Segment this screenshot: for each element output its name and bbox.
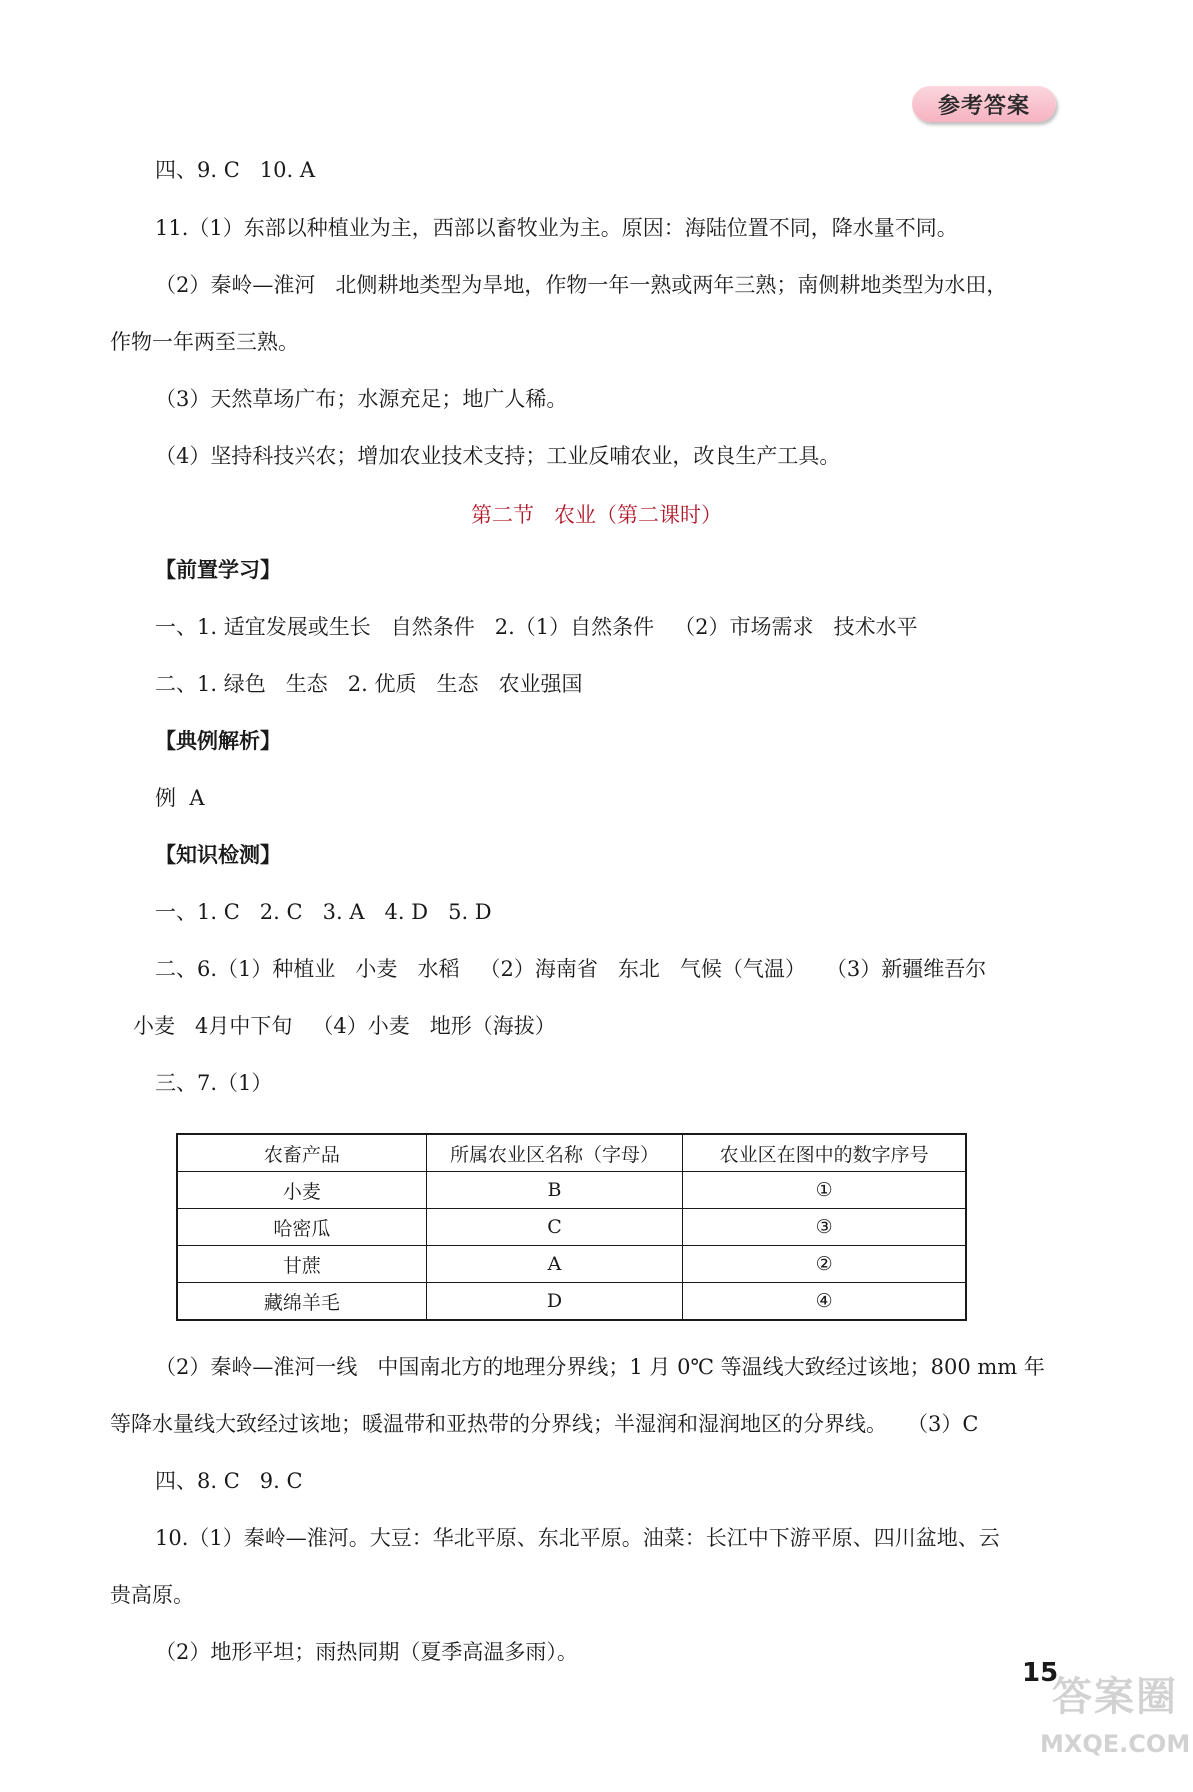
- watermark-logo-text: 答案圈: [1052, 1674, 1178, 1720]
- answer-line: 三、7.（1）: [155, 1071, 273, 1095]
- table-cell: ①: [683, 1172, 966, 1209]
- table-cell: D: [426, 1283, 682, 1321]
- answer-line: 等降水量线大致经过该地；暖温带和亚热带的分界线；半湿润和湿润地区的分界线。 （3）C: [110, 1412, 979, 1436]
- site-watermark: [1040, 1665, 1190, 1785]
- answer-line: 例 A: [155, 786, 205, 810]
- answer-line: 二、6.（1）种植业 小麦 水稻 （2）海南省 东北 气候（气温） （3）新疆维吾尔: [155, 957, 987, 981]
- answer-line: 11.（1）东部以种植业为主，西部以畜牧业为主。原因：海陆位置不同，降水量不同。: [155, 216, 958, 240]
- pre-study-heading: 【前置学习】: [155, 557, 281, 582]
- answer-line: 一、1. 适宜发展或生长 自然条件 2.（1）自然条件 （2）市场需求 技术水平: [155, 615, 918, 639]
- answer-line: （3）天然草场广布；水源充足；地广人稀。: [155, 387, 568, 411]
- example-heading: 【典例解析】: [155, 728, 281, 753]
- table-header-row: [177, 1134, 966, 1172]
- answer-line: （4）坚持科技兴农；增加农业技术支持；工业反哺农业，改良生产工具。: [155, 444, 841, 468]
- answer-line: （2）秦岭—淮河一线 中国南北方的地理分界线；1 月 0℃ 等温线大致经过该地；800 mm 年: [155, 1355, 1045, 1379]
- table-row: [177, 1209, 966, 1246]
- answer-line: 小麦 4月中下旬 （4）小麦 地形（海拔）: [133, 1014, 556, 1038]
- knowledge-heading: 【知识检测】: [155, 842, 281, 867]
- answer-line: （2）秦岭—淮河 北侧耕地类型为旱地，作物一年一熟或两年三熟；南侧耕地类型为水田，: [155, 273, 1008, 297]
- answer-line: 贵高原。: [110, 1583, 194, 1607]
- table-header-cell: 农畜产品: [177, 1134, 426, 1172]
- answer-table: [176, 1133, 967, 1321]
- table-cell: C: [426, 1209, 682, 1246]
- table-row: [177, 1172, 966, 1209]
- section-title: 第二节 农业（第二课时）: [470, 503, 723, 527]
- answer-line: 10.（1）秦岭—淮河。大豆：华北平原、东北平原。油菜：长江中下游平原、四川盆地、云: [155, 1526, 1000, 1550]
- table-cell: 小麦: [177, 1172, 426, 1209]
- table-row: [177, 1283, 966, 1321]
- table-cell: 藏绵羊毛: [177, 1283, 426, 1321]
- answer-line: 四、9. C 10. A: [155, 158, 316, 182]
- table-cell: 哈密瓜: [177, 1209, 426, 1246]
- table-cell: A: [426, 1246, 682, 1283]
- answer-line: 作物一年两至三熟。: [110, 330, 299, 354]
- table-cell: ③: [683, 1209, 966, 1246]
- answer-line: 四、8. C 9. C: [155, 1469, 303, 1493]
- table-header-cell: 农业区在图中的数字序号: [683, 1134, 966, 1172]
- watermark-site-text: MXQE.COM: [1040, 1730, 1191, 1758]
- page-number: 15: [1022, 1658, 1059, 1688]
- answer-line: 一、1. C 2. C 3. A 4. D 5. D: [155, 900, 492, 924]
- table-cell: 甘蔗: [177, 1246, 426, 1283]
- table-cell: B: [426, 1172, 682, 1209]
- table-cell: ④: [683, 1283, 966, 1321]
- table-row: [177, 1246, 966, 1283]
- answer-badge: 参考答案: [912, 86, 1056, 122]
- table-header-cell: 所属农业区名称（字母）: [426, 1134, 682, 1172]
- table-cell: ②: [683, 1246, 966, 1283]
- answer-line: 二、1. 绿色 生态 2. 优质 生态 农业强国: [155, 672, 583, 696]
- answer-line: （2）地形平坦；雨热同期（夏季高温多雨）。: [155, 1640, 578, 1664]
